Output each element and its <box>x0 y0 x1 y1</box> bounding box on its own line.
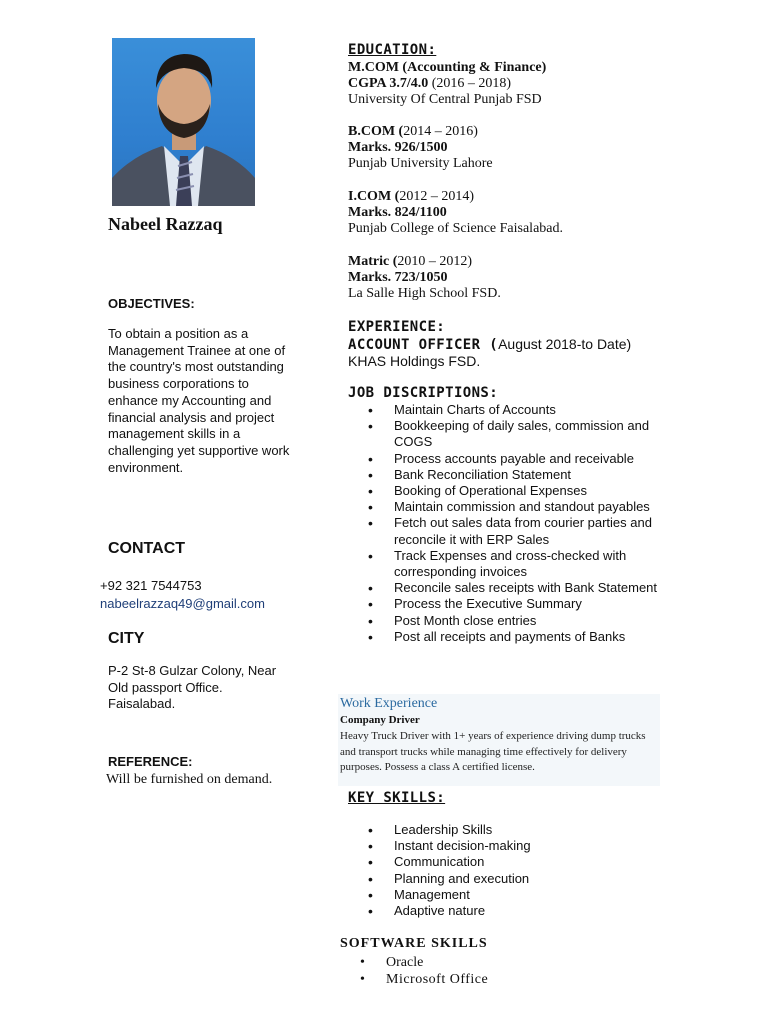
degree-score <box>348 140 688 156</box>
job-descriptions-list <box>368 402 668 645</box>
score-label: Marks <box>348 270 388 286</box>
address-line: P-2 St-8 Gulzar Colony, Near <box>108 663 277 678</box>
list-item: • Maintain Charts of Accounts <box>368 402 668 418</box>
list-item: • Microsoft Office <box>360 971 660 988</box>
list-item: • Adaptive nature <box>368 903 668 919</box>
degree-score <box>348 270 688 286</box>
objectives-text: To obtain a position as a Management Trainee at one of the country's most outstanding business corporations to enhance my Accounting and financial analysis and project management skills in a challenging yet supportive work environment. <box>108 326 290 475</box>
profile-photo <box>112 38 255 206</box>
education-entry-mcom <box>348 60 688 109</box>
score-label: Marks <box>348 140 388 156</box>
degree-name: B.COM ( <box>348 124 404 139</box>
degree-years: 2012 – 2014) <box>399 189 474 204</box>
experience-heading: EXPERIENCE: <box>348 319 446 335</box>
candidate-name: Nabeel Razzaq <box>108 214 223 234</box>
score-value: . 824/1100 <box>387 205 447 221</box>
institute-name: Punjab College of Science Faisalabad. <box>348 221 563 237</box>
work-experience-role: Company Driver <box>340 714 420 726</box>
degree-name: Matric ( <box>348 254 398 269</box>
degree-years: 2010 – 2012) <box>397 254 473 269</box>
score-label: CGPA 3.7/4.0 <box>348 76 429 92</box>
work-experience-title: Work Experience <box>340 696 438 711</box>
reference-text: Will be furnished on demand. <box>106 772 273 787</box>
experience-company: KHAS Holdings FSD. <box>348 353 481 369</box>
list-item: • Management <box>368 887 668 903</box>
education-entry-icom <box>348 189 688 238</box>
list-item: • Oracle <box>360 954 660 971</box>
reference-heading: REFERENCE: <box>108 754 193 769</box>
list-item: • Process the Executive Summary <box>368 596 668 612</box>
degree-years: 2014 – 2016) <box>403 124 478 139</box>
contact-email-link[interactable]: nabeelrazzaq49@gmail.com <box>100 596 265 611</box>
list-item: • Bookkeeping of daily sales, commission and COGS <box>368 418 668 450</box>
education-entry-matric <box>348 254 688 303</box>
address-line: Old passport Office. <box>108 679 223 695</box>
institute-name: Punjab University Lahore <box>348 156 493 172</box>
list-item: • Post all receipts and payments of Banks <box>368 629 668 645</box>
degree-title <box>348 189 688 205</box>
software-skills-heading: SOFTWARE SKILLS <box>340 936 488 951</box>
institute-name: La Salle High School FSD. <box>348 286 501 302</box>
list-item: • Post Month close entries <box>368 613 668 629</box>
degree-title: M.COM (Accounting & Finance) <box>348 60 547 75</box>
degree-title <box>348 254 688 270</box>
key-skills-heading: KEY SKILLS: <box>348 790 446 806</box>
degree-years: (2016 – 2018) <box>428 76 512 92</box>
list-item: • Communication <box>368 854 668 870</box>
list-item: • Booking of Operational Expenses <box>368 483 668 499</box>
degree-score <box>348 76 688 92</box>
list-item: • Process accounts payable and receivable <box>368 451 668 467</box>
list-item: • Fetch out sales data from courier parties and reconcile it with ERP Sales <box>368 515 668 547</box>
score-label: Marks <box>348 205 388 221</box>
list-item: • Track Expenses and cross-checked with corresponding invoices <box>368 548 668 580</box>
objectives-heading: OBJECTIVES: <box>108 296 195 311</box>
list-item: • Leadership Skills <box>368 822 668 838</box>
role-title: ACCOUNT OFFICER ( <box>348 337 499 353</box>
city-address <box>108 663 276 713</box>
role-period: August 2018-to Date) <box>498 336 632 352</box>
experience-role <box>348 336 631 353</box>
score-value: . 723/1050 <box>387 270 448 286</box>
list-item: • Planning and execution <box>368 871 668 887</box>
degree-name: I.COM ( <box>348 189 400 204</box>
contact-phone: +92 321 7544753 <box>100 578 202 593</box>
degree-title <box>348 124 688 140</box>
list-item: • Reconcile sales receipts with Bank Statement <box>368 580 668 596</box>
address-line: Faisalabad. <box>108 696 176 711</box>
institute-name: University Of Central Punjab FSD <box>348 92 542 108</box>
education-entry-bcom <box>348 124 688 173</box>
person-portrait-icon <box>112 38 255 206</box>
software-skills-list <box>360 954 660 988</box>
list-item: • Bank Reconciliation Statement <box>368 467 668 483</box>
list-item: • Instant decision-making <box>368 838 668 854</box>
education-heading: EDUCATION: <box>348 42 437 58</box>
degree-score <box>348 205 688 221</box>
contact-heading: CONTACT <box>108 540 186 557</box>
job-descriptions-heading: JOB DISCRIPTIONS: <box>348 385 499 401</box>
key-skills-list <box>368 822 668 919</box>
score-value: . 926/1500 <box>387 140 448 156</box>
work-experience-text: Heavy Truck Driver with 1+ years of experience driving dump trucks and transport trucks while managing time effectively for delivery purposes. Possess a class A certified license. <box>340 730 646 773</box>
city-heading: CITY <box>108 630 145 647</box>
list-item: • Maintain commission and standout payables <box>368 499 668 515</box>
